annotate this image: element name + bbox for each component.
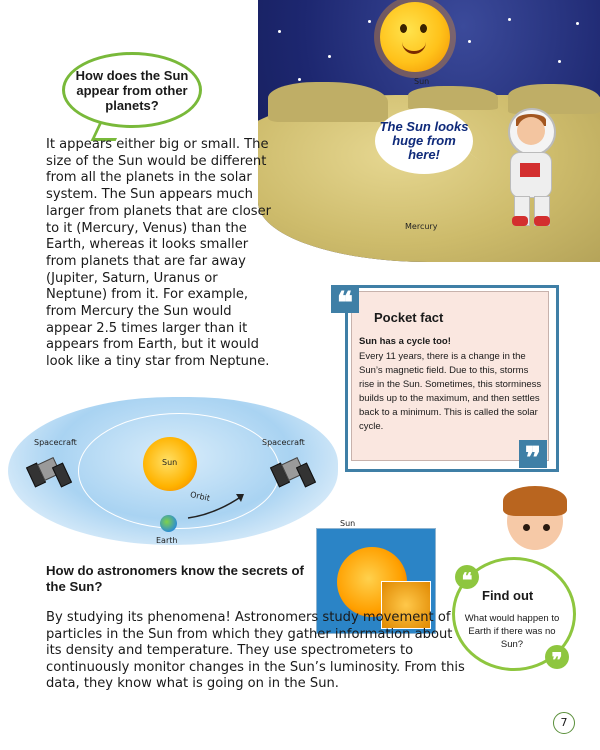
child-eye (523, 524, 530, 531)
body-paragraph-1: It appears either big or small. The size of the Sun would be different from all the planets in the solar system. The Sun appears much larger from planets that are closer to it (Mercury, Venus) than the Earth, whereas it looks smaller from planets that are far away (Jupiter, Saturn, Uranus or Neptune) from it. For example, from Mercury the Sun would appear 2.5 times larger than it appears from Earth, but it would look like a tiny star from Neptune. (46, 137, 272, 370)
child-illustration (493, 486, 573, 558)
page-number: 7 (553, 712, 575, 734)
boot (512, 216, 528, 226)
orbit-arrow-icon (186, 490, 250, 522)
diagram-orbit-label: Orbit (189, 490, 211, 503)
star (298, 78, 301, 81)
section-heading: How do astronomers know the secrets of the Sun? (46, 563, 304, 594)
star (468, 40, 471, 43)
sun-smile (402, 40, 426, 54)
sun-eye (400, 24, 407, 33)
rock (268, 82, 388, 122)
star (576, 22, 579, 25)
star (278, 30, 281, 33)
mercury-label: Mercury (405, 222, 438, 231)
rock (408, 86, 498, 110)
diagram-sun-label: Sun (162, 458, 178, 467)
star (328, 55, 331, 58)
sun-eye (420, 24, 427, 33)
right-spacecraft-label: Spacecraft (262, 438, 305, 447)
spacecraft-icon (30, 454, 66, 484)
pocket-fact-subtitle: Sun has a cycle too! (359, 336, 451, 347)
star (558, 60, 561, 63)
open-quote-icon: ❝ (455, 565, 479, 589)
astronaut-illustration (500, 108, 560, 226)
child-eye (543, 524, 550, 531)
spacecraft-icon (274, 454, 310, 484)
find-out-title: Find out (482, 588, 534, 603)
find-out-text: What would happen to Earth if there was no Sun? (464, 613, 560, 650)
close-quote-icon: ❞ (519, 440, 547, 468)
earth-diagram (160, 515, 177, 532)
pocket-fact-title: Pocket fact (374, 310, 444, 325)
sun-label: Sun (414, 77, 430, 86)
child-hair (503, 486, 567, 516)
close-quote-icon: ❞ (545, 645, 569, 669)
suit-panel (520, 163, 540, 177)
question-cloud: How does the Sun appear from other planets? (62, 52, 202, 128)
smiling-sun-illustration (380, 2, 450, 72)
star (508, 18, 511, 21)
body-paragraph-2: By studying its phenomena! Astronomers study movement of particles in the Sun from which they gather information about its density and temperature. They use spectrometers to continuously monitor changes in the Sun’s luminosity. From this data, they know what is going on in the Sun. (46, 610, 465, 691)
astronaut-face (517, 117, 545, 145)
pocket-fact-text: Every 11 years, there is a change in the Sun’s magnetic field. Due to this, storms rise in the Sun. Sometimes, this storminess builds up to the maximum, and then settles back to a minimum. This is called the solar cycle. (359, 351, 542, 432)
star (368, 20, 371, 23)
diagram-earth-label: Earth (156, 536, 178, 545)
astronaut-speech-bubble: The Sun looks huge from here! (375, 108, 473, 174)
open-quote-icon: ❝ (331, 285, 359, 313)
boot (534, 216, 550, 226)
pocket-fact-panel (351, 291, 549, 461)
left-spacecraft-label: Spacecraft (34, 438, 77, 447)
photo-sun-label: Sun (340, 519, 356, 528)
